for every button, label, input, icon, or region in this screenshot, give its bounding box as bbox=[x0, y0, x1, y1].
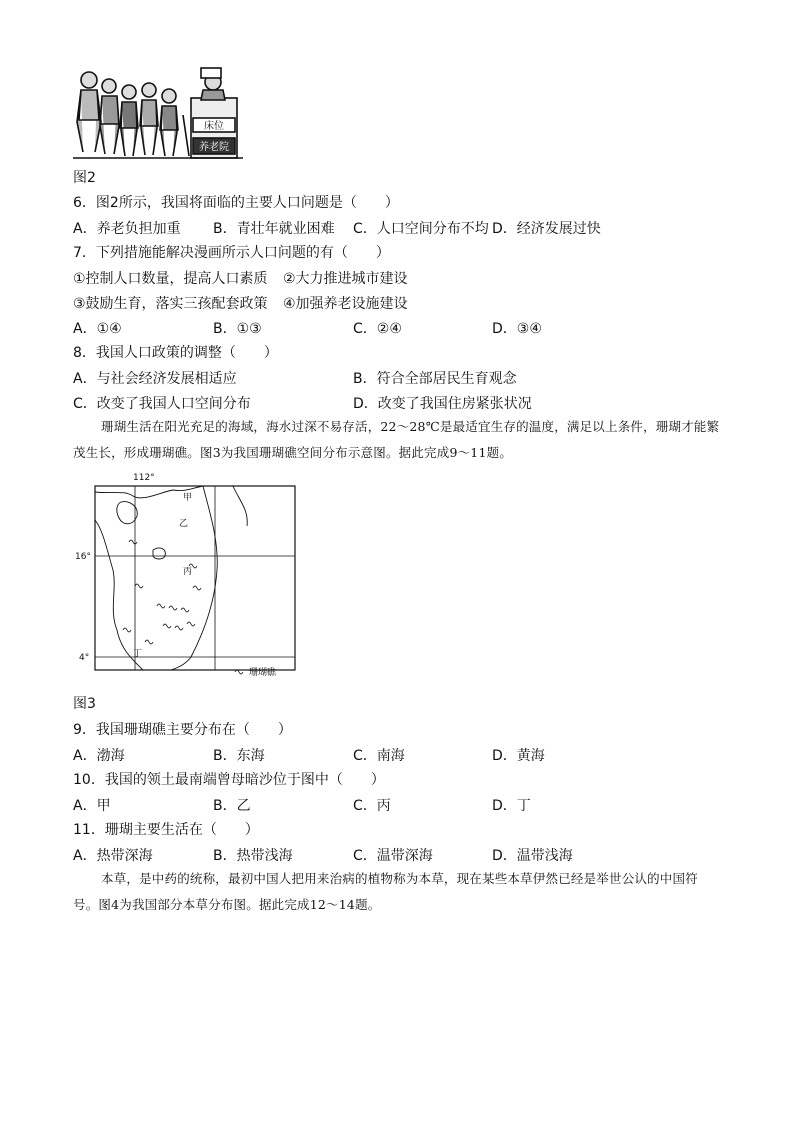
q6-option-b[interactable]: B．青壮年就业困难 bbox=[213, 221, 335, 237]
figure3-caption: 图3 bbox=[73, 696, 96, 712]
place-label-ding: 丁 bbox=[133, 649, 143, 659]
q8-stem: 8．我国人口政策的调整（ ） bbox=[73, 345, 278, 361]
q7-statement-1: ①控制人口数量，提高人口素质 bbox=[73, 271, 268, 287]
q10-stem: 10．我国的领土最南端曾母暗沙位于图中（ ） bbox=[73, 772, 385, 788]
q7-statement-2: ②大力推进城市建设 bbox=[283, 271, 408, 287]
q11-option-b[interactable]: B．热带浅海 bbox=[213, 848, 293, 864]
q10-option-b[interactable]: B．乙 bbox=[213, 798, 251, 814]
q11-option-a[interactable]: A．热带深海 bbox=[73, 848, 153, 864]
aging-population-cartoon bbox=[73, 60, 243, 164]
q11-option-d[interactable]: D．温带浅海 bbox=[492, 848, 573, 864]
legend-label: 珊瑚礁 bbox=[249, 668, 277, 678]
place-label-jia: 甲 bbox=[183, 493, 193, 503]
bed-sign-label: 床位 bbox=[204, 121, 224, 132]
q8-option-d[interactable]: D．改变了我国住房紧张状况 bbox=[353, 396, 532, 412]
q7-statement-4: ④加强养老设施建设 bbox=[283, 296, 408, 312]
q8-option-b[interactable]: B．符合全部居民生育观念 bbox=[353, 371, 517, 387]
nursing-home-sign-label: 养老院 bbox=[199, 142, 229, 153]
q9-option-c[interactable]: C．南海 bbox=[353, 748, 405, 764]
q9-option-b[interactable]: B．东海 bbox=[213, 748, 265, 764]
q7-statement-3: ③鼓励生育，落实三孩配套政策 bbox=[73, 296, 268, 312]
q9-option-a[interactable]: A．渤海 bbox=[73, 748, 125, 764]
coral-passage: 珊瑚生活在阳光充足的海域，海水过深不易存活，22～28℃是最适宜生存的温度，满足以上条件，珊瑚才能繁茂生长，形成珊瑚礁。图3为我国珊瑚礁空间分布示意图。据此完成9～11题。 bbox=[73, 419, 720, 460]
q8-option-a[interactable]: A．与社会经济发展相适应 bbox=[73, 371, 237, 387]
longitude-label: 112° bbox=[133, 473, 155, 483]
place-label-bing: 丙 bbox=[183, 567, 193, 577]
q6-option-a[interactable]: A．养老负担加重 bbox=[73, 221, 181, 237]
herbal-medicine-passage: 本草，是中药的统称，最初中国人把用来治病的植物称为本草，现在某些本草伊然已经是举世公认的中国符号。图4为我国部分本草分布图。据此完成12～14题。 bbox=[73, 871, 698, 912]
q7-option-a[interactable]: A．①④ bbox=[73, 321, 122, 337]
coral-reef-map bbox=[73, 470, 303, 680]
q10-option-c[interactable]: C．丙 bbox=[353, 798, 391, 814]
q6-stem: 6．图2所示，我国将面临的主要人口问题是（ ） bbox=[73, 195, 399, 211]
q10-option-d[interactable]: D．丁 bbox=[492, 798, 531, 814]
figure2-caption: 图2 bbox=[73, 170, 96, 186]
q7-option-c[interactable]: C．②④ bbox=[353, 321, 402, 337]
q9-option-d[interactable]: D．黄海 bbox=[492, 748, 545, 764]
place-label-yi: 乙 bbox=[179, 519, 189, 529]
q9-stem: 9．我国珊瑚礁主要分布在（ ） bbox=[73, 722, 292, 738]
q7-option-b[interactable]: B．①③ bbox=[213, 321, 262, 337]
q10-option-a[interactable]: A．甲 bbox=[73, 798, 111, 814]
q11-stem: 11．珊瑚主要生活在（ ） bbox=[73, 822, 259, 838]
q7-option-d[interactable]: D．③④ bbox=[492, 321, 542, 337]
q11-option-c[interactable]: C．温带深海 bbox=[353, 848, 433, 864]
q6-option-d[interactable]: D．经济发展过快 bbox=[492, 221, 601, 237]
latitude-label-16: 16° bbox=[75, 552, 91, 562]
q6-option-c[interactable]: C．人口空间分布不均 bbox=[353, 221, 489, 237]
q8-option-c[interactable]: C．改变了我国人口空间分布 bbox=[73, 396, 251, 412]
latitude-label-4: 4° bbox=[79, 653, 90, 663]
q7-stem: 7．下列措施能解决漫画所示人口问题的有（ ） bbox=[73, 245, 390, 261]
